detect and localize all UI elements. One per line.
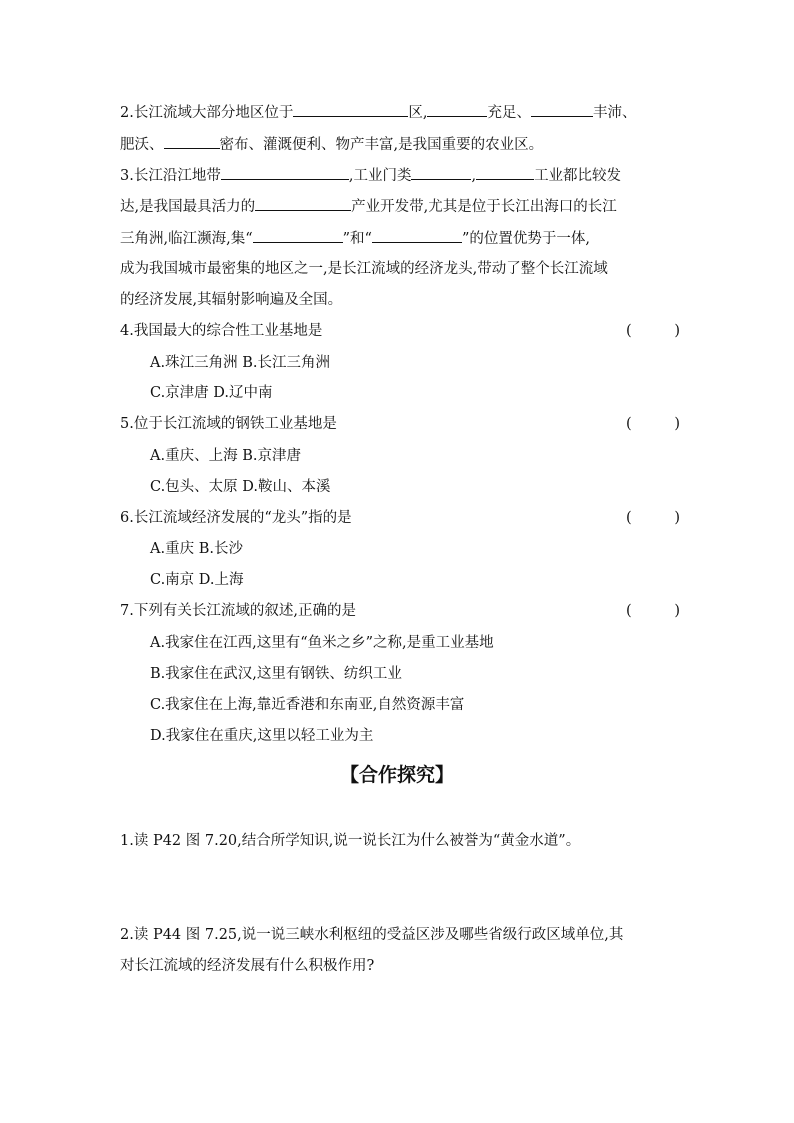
q6-options-2: C.南京 D.上海	[150, 572, 244, 588]
q3-line-4	[120, 259, 680, 279]
paren-open: (	[626, 416, 632, 432]
q6-answer-box[interactable]	[626, 508, 680, 528]
q2-blank-region[interactable]	[293, 101, 408, 117]
q7-option-a: A.我家住在江西,这里有“鱼米之乡”之称,是重工业基地	[150, 635, 494, 651]
q3-text: 3.长江沿江地带	[120, 168, 221, 184]
q3-text: 的经济发展,其辐射影响遍及全国。	[120, 292, 343, 308]
q4-stem-text: 4.我国最大的综合性工业基地是	[120, 323, 323, 339]
q2-blank-2[interactable]	[531, 101, 593, 117]
q2-blank-1[interactable]	[427, 101, 487, 117]
q3-text: ”和“	[342, 231, 372, 247]
q2-line-2	[120, 133, 680, 153]
q3-text: 产业开发带,尤其是位于长江出海口的长江	[351, 199, 617, 215]
q4-stem	[120, 321, 680, 341]
q3-blank-4[interactable]	[255, 195, 351, 211]
explore-q1: 1.读 P42 图 7.20,结合所学知识,说一说长江为什么被誉为“黄金水道”。	[120, 833, 581, 849]
q2-text: 肥沃、	[120, 137, 164, 153]
paren-open: (	[626, 323, 632, 339]
q7-answer-box[interactable]	[626, 601, 680, 621]
q4-answer-box[interactable]	[626, 321, 680, 341]
q7-option-b: B.我家住在武汉,这里有钢铁、纺织工业	[150, 666, 402, 682]
q5-stem	[120, 414, 680, 434]
q2-text: 密布、灌溉便利、物产丰富,是我国重要的农业区。	[219, 137, 544, 153]
q3-text: ,	[471, 168, 477, 184]
q5-stem-text: 5.位于长江流域的钢铁工业基地是	[120, 416, 337, 432]
q2-text: 充足、	[487, 105, 531, 121]
paren-open: (	[626, 510, 632, 526]
paren-close: )	[674, 603, 680, 619]
q3-text: ”的位置优势于一体,	[461, 231, 590, 247]
q6-stem	[120, 508, 680, 528]
q3-blank-1[interactable]	[221, 164, 349, 180]
q3-blank-2[interactable]	[411, 164, 471, 180]
q7-option-c: C.我家住在上海,靠近香港和东南亚,自然资源丰富	[150, 697, 465, 713]
q6-stem-text: 6.长江流域经济发展的“龙头”指的是	[120, 510, 352, 526]
explore-q2-line-1: 2.读 P44 图 7.25,说一说三峡水利枢纽的受益区涉及哪些省级行政区域单位,其	[120, 927, 624, 943]
section-heading: 【合作探究】	[339, 764, 454, 786]
paren-close: )	[674, 510, 680, 526]
q3-text: 三角洲,临江濒海,集“	[120, 231, 253, 247]
paren-open: (	[626, 603, 632, 619]
q3-line-3	[120, 227, 680, 247]
q2-text: 区,	[408, 105, 428, 121]
q4-options-2: C.京津唐 D.辽中南	[150, 385, 273, 401]
q7-option-d: D.我家住在重庆,这里以轻工业为主	[150, 728, 374, 744]
q4-options-1: A.珠江三角洲 B.长江三角洲	[150, 355, 330, 371]
q3-text: ,工业门类	[348, 168, 412, 184]
q2-blank-3[interactable]	[164, 133, 220, 149]
q3-text: 达,是我国最具活力的	[120, 199, 256, 215]
q3-blank-5[interactable]	[253, 227, 343, 243]
paren-close: )	[674, 416, 680, 432]
q5-options-1: A.重庆、上海 B.京津唐	[150, 448, 301, 464]
q3-blank-3[interactable]	[476, 164, 534, 180]
q6-options-1: A.重庆 B.长沙	[150, 541, 243, 557]
q3-text: 工业都比较发	[534, 168, 622, 184]
q3-text: 成为我国城市最密集的地区之一,是长江流域的经济龙头,带动了整个长江流域	[120, 261, 608, 277]
q3-line-2	[120, 195, 680, 215]
explore-q2-line-2: 对长江流域的经济发展有什么积极作用?	[120, 958, 375, 974]
q2-line-1	[120, 101, 680, 121]
paren-close: )	[674, 323, 680, 339]
q3-line-1	[120, 164, 680, 184]
q3-blank-6[interactable]	[372, 227, 462, 243]
q5-answer-box[interactable]	[626, 414, 680, 434]
q2-text: 2.长江流域大部分地区位于	[120, 105, 294, 121]
q2-text: 丰沛、	[592, 105, 637, 121]
q7-stem-text: 7.下列有关长江流域的叙述,正确的是	[120, 603, 356, 619]
q7-stem	[120, 601, 680, 621]
q5-options-2: C.包头、太原 D.鞍山、本溪	[150, 479, 331, 495]
q3-line-5	[120, 290, 680, 310]
